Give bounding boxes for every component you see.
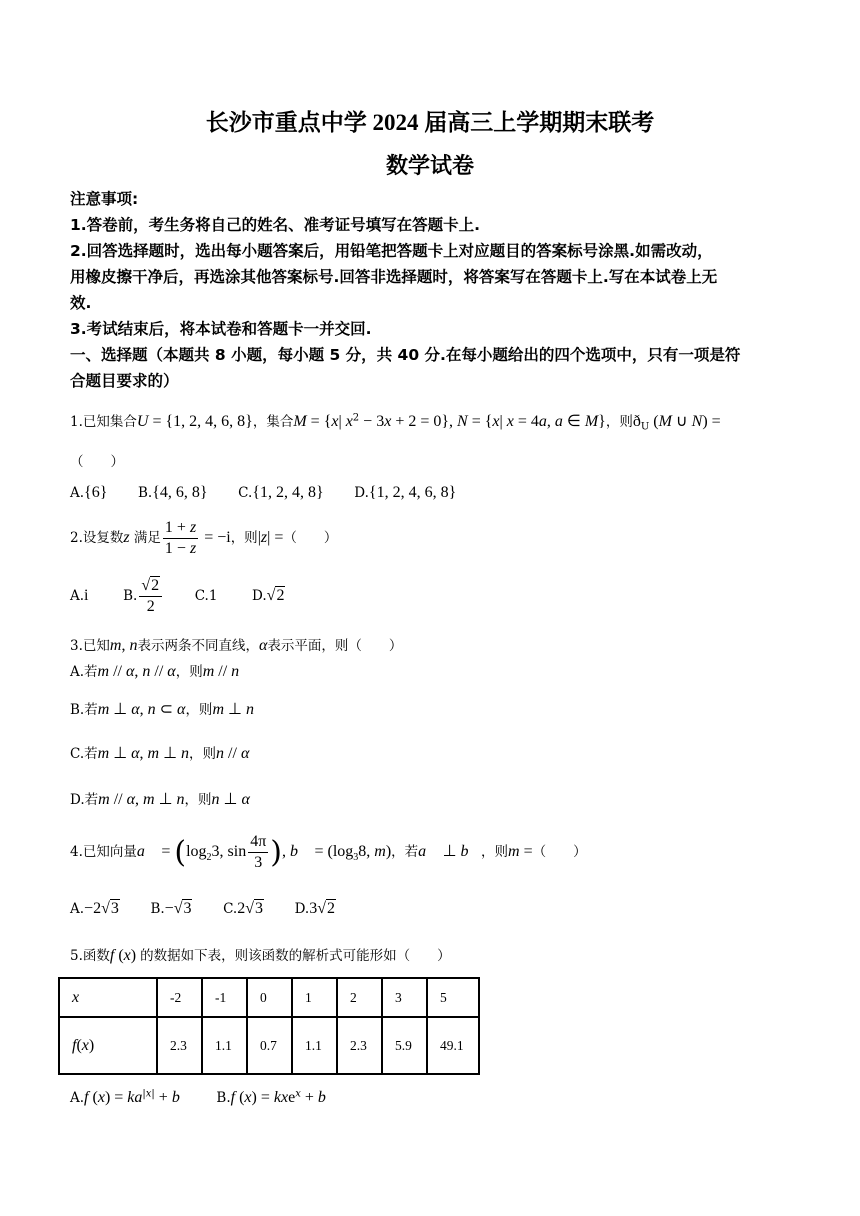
option-c[interactable]: C.{1, 2, 4, 8} xyxy=(238,484,324,501)
note-line: 3.考试结束后，将本试卷和答题卡一并交回. xyxy=(70,320,372,338)
table-cell: 1.1 xyxy=(202,1017,247,1074)
question-3: 3.已知m, n表示两条不同直线，α表示平面，则（ ） xyxy=(70,637,403,654)
option-d[interactable]: D.3√2 xyxy=(294,900,336,917)
table-cell: 5 xyxy=(427,978,479,1017)
table-cell: 1.1 xyxy=(292,1017,337,1074)
note-line: 2.回答选择题时，选出每小题答案后，用铅笔把答题卡上对应题目的答案标号涂黑.如需改动， xyxy=(70,242,713,260)
data-table xyxy=(58,977,480,1075)
table-cell: 2.3 xyxy=(337,1017,382,1074)
page-title: 长沙市重点中学 2024 届高三上学期期末联考 xyxy=(205,110,655,135)
option-d[interactable]: D.{1, 2, 4, 6, 8} xyxy=(354,484,457,501)
option-b[interactable]: B. $\frac{√2}{2}$ xyxy=(123,588,164,604)
table-cell: 5.9 xyxy=(382,1017,427,1074)
question-1-options xyxy=(70,484,456,502)
question-5: 5.函数f (x) 的数据如下表，则该函数的解析式可能形如（ ） xyxy=(70,947,451,964)
question-4-options xyxy=(70,900,336,918)
table-header-x: x xyxy=(59,978,157,1017)
page-subtitle: 数学试卷 xyxy=(385,153,474,178)
option-b[interactable]: B.若m ⊥ α, n ⊂ α，则m ⊥ n xyxy=(70,701,254,718)
question-5-options xyxy=(70,1088,326,1107)
section-heading: 一、选择题（本题共 8 小题，每小题 5 分，共 40 分.在每小题给出的四个选项中，只有一项是符 xyxy=(70,346,741,364)
table-cell: -2 xyxy=(157,978,202,1017)
note-line: 1.答卷前，考生务将自己的姓名、准考证号填写在答题卡上. xyxy=(70,216,481,234)
section-heading: 合题目要求的） xyxy=(70,372,179,390)
note-line: 用橡皮擦干净后，再选涂其他答案标号.回答非选择题时，将答案写在答题卡上.写在本试卷上无 xyxy=(70,268,718,286)
option-d[interactable]: D.若m // α, m ⊥ n，则n ⊥ α xyxy=(70,791,250,808)
question-2-options xyxy=(70,576,285,617)
option-c[interactable]: C.1 xyxy=(194,588,218,604)
option-b[interactable]: B.−√3 xyxy=(150,900,192,917)
question-4: 4.已知向量a⃗ = ($\log_23$, sin $\frac{4\pi}{3}$ ), b⃗ = ($\log_38$, m)，若a⃗ ⊥ b⃗，则m =（ ） xyxy=(70,833,587,871)
table-cell: 1 xyxy=(292,978,337,1017)
option-b[interactable]: B.{4, 6, 8} xyxy=(138,484,208,501)
question-1: 1.已知集合U = {1, 2, 4, 6, 8}，集合M = {x| $x^2 - 3x + 2 = 0$}, N = {x| x = 4a, a ∈ M}，则$ð_U$ (M ∪ N) = xyxy=(70,412,721,433)
table-cell: 49.1 xyxy=(427,1017,479,1074)
option-d[interactable]: D.√2 xyxy=(252,587,285,604)
option-b[interactable]: B.f (x) = kxe$^x$ + b xyxy=(216,1088,326,1106)
table-cell: 0 xyxy=(247,978,292,1017)
table-cell: 2 xyxy=(337,978,382,1017)
option-a[interactable]: A.f $(x) = ka^{|x|} + b$ xyxy=(70,1088,180,1106)
table-cell: -1 xyxy=(202,978,247,1017)
option-a[interactable]: A.i xyxy=(70,587,89,604)
table-cell: 2.3 xyxy=(157,1017,202,1074)
question-2: 2.设复数z 满足 $\frac{1 + z}{1 - z}$ = −i，则|z| =（ ） xyxy=(70,519,338,557)
note-line: 效. xyxy=(70,294,92,312)
option-a[interactable]: A.−2√3 xyxy=(70,900,119,917)
option-a[interactable]: A.{6} xyxy=(70,484,108,501)
table-cell: 3 xyxy=(382,978,427,1017)
table-cell: 0.7 xyxy=(247,1017,292,1074)
option-c[interactable]: C.2√3 xyxy=(223,900,263,917)
question-1-blank: （ ） xyxy=(70,454,124,470)
note-line: 注意事项: xyxy=(70,190,139,208)
option-a[interactable]: A.若m // α, n // α，则m // n xyxy=(70,663,240,680)
table-header-fx: f(x) xyxy=(59,1017,157,1074)
option-c[interactable]: C.若m ⊥ α, m ⊥ n，则n // α xyxy=(70,745,250,762)
instructions xyxy=(70,186,794,394)
